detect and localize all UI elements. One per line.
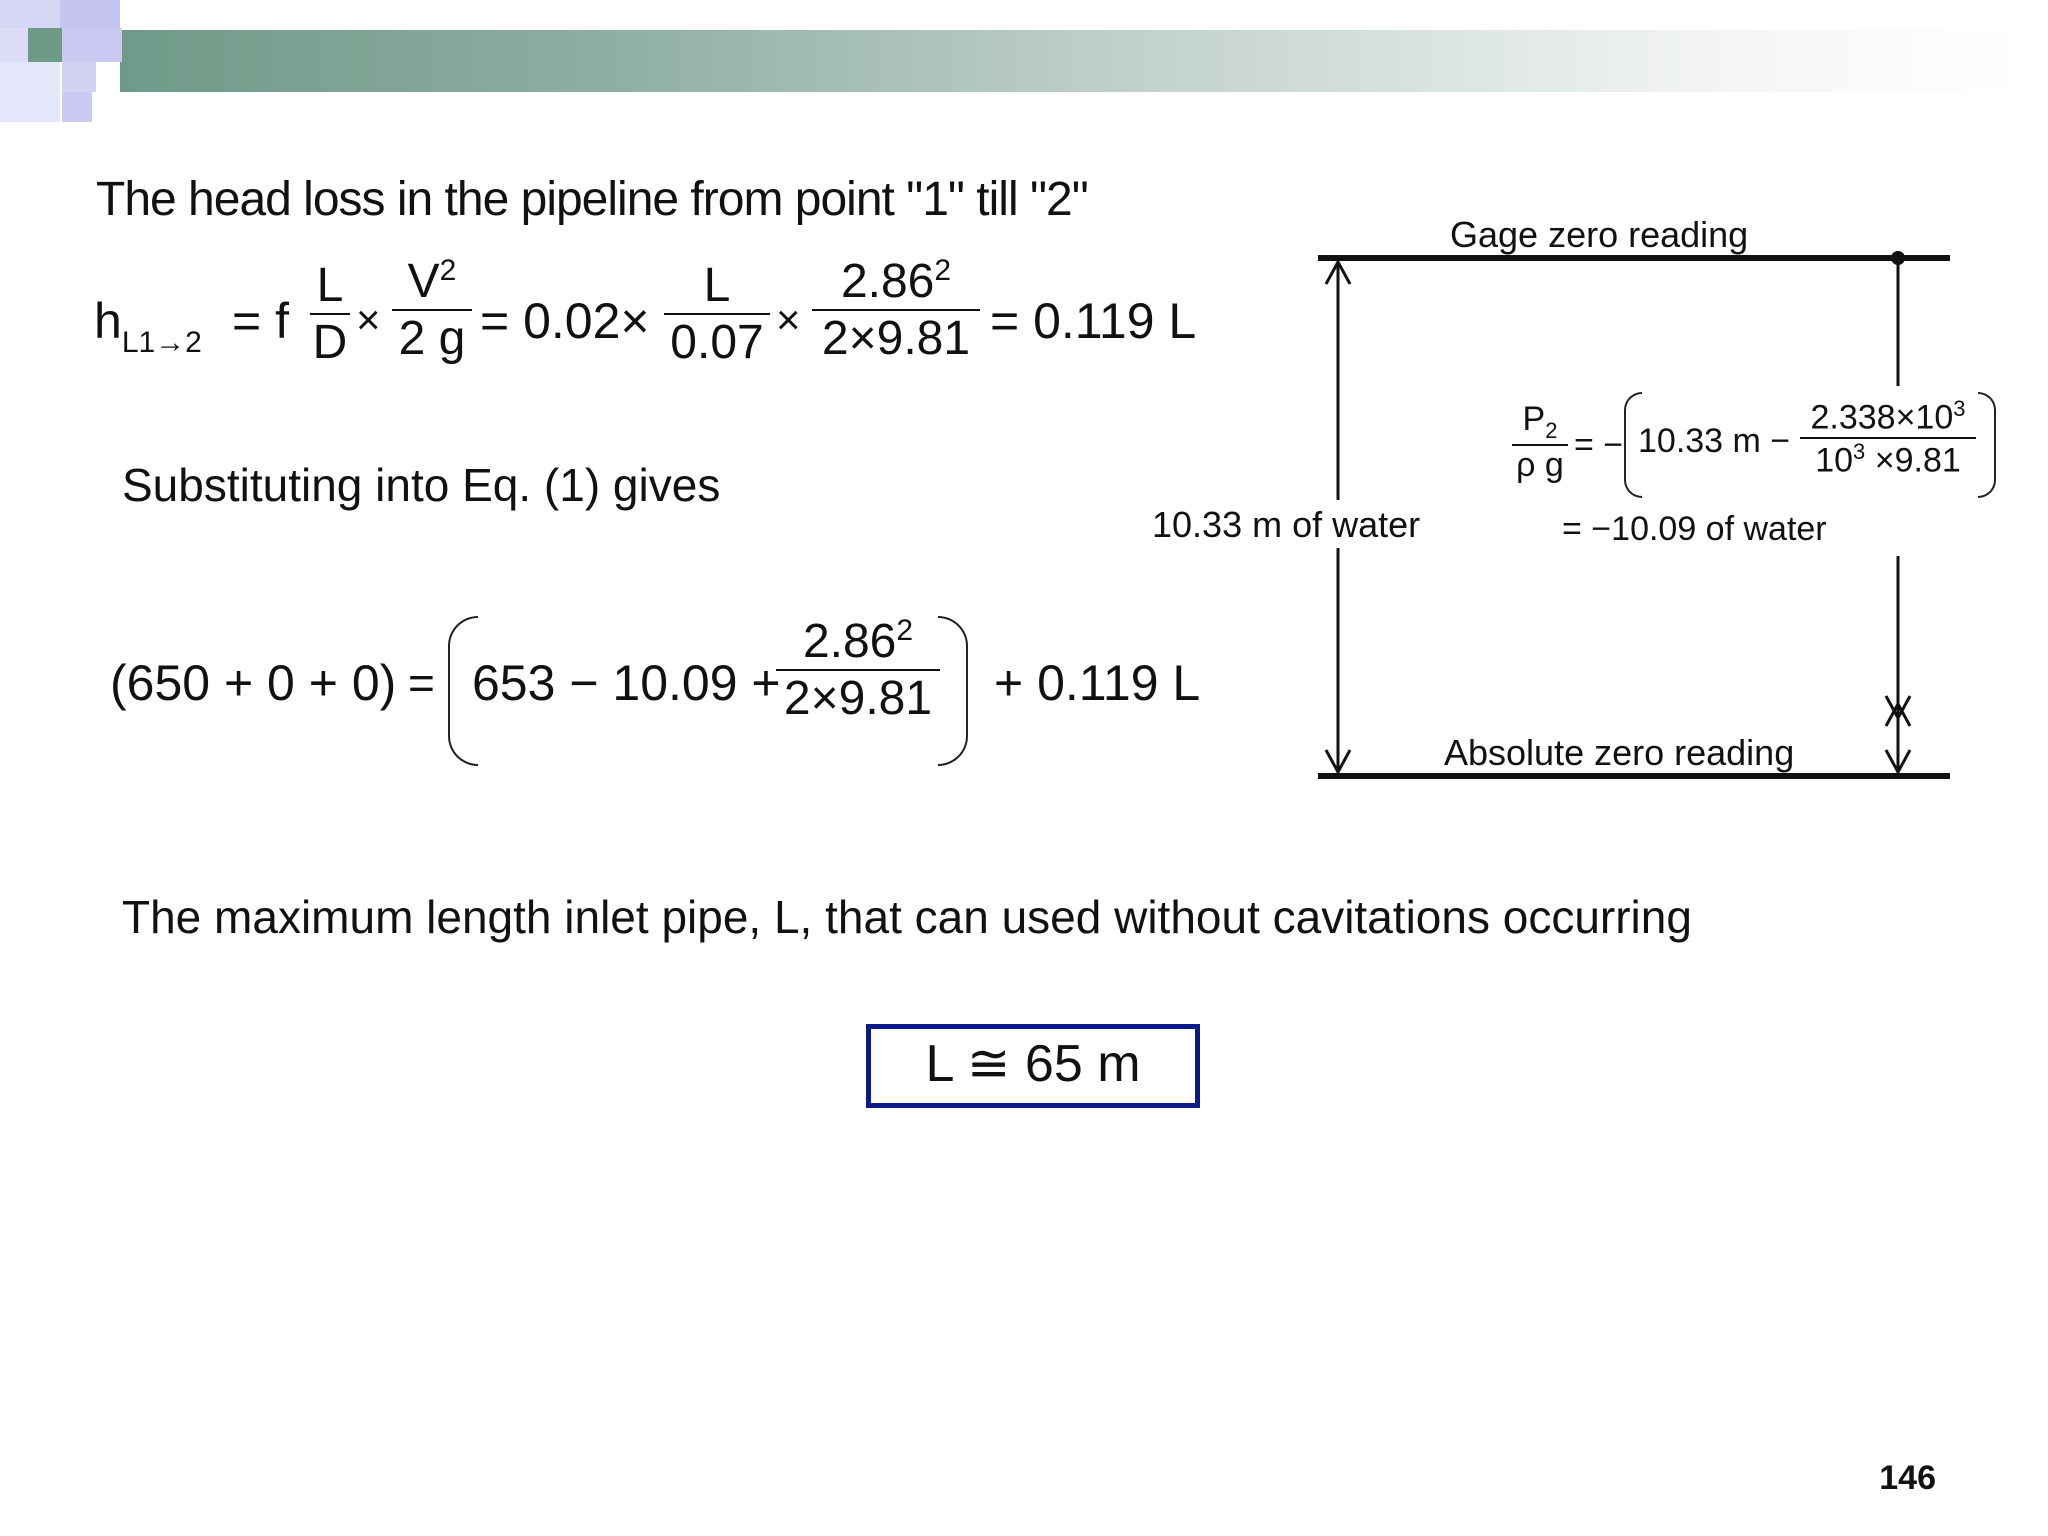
eq1-equals-f: = f [232, 293, 289, 349]
frac-numerator: 2.86$^2$ [802, 614, 914, 668]
pressure-eq-prefix: = − [1574, 426, 1624, 464]
eq2-term: 653 − 10.09 + [472, 655, 781, 711]
pressure-bracket-term: 10.33 m − [1638, 422, 1791, 460]
frac-denominator: ρ g [1516, 445, 1564, 484]
eq1-times: × [356, 296, 381, 343]
pressure-result: = −10.09 of water [1562, 510, 1827, 548]
frac-denominator: D [312, 316, 348, 369]
frac-denominator: $10^3 \times 9.81$ [1815, 439, 1961, 480]
eq2-tail: + 0.119 L [994, 655, 1201, 711]
result-box-text: L ≅ 65 m [925, 1035, 1141, 1093]
frac-denominator: 2 g [398, 312, 466, 365]
atm-height-label: 10.33 m of water [1152, 504, 1421, 545]
eq1-subscript: L1→2 [121, 326, 202, 359]
frac-denominator: 0.07 [670, 316, 764, 369]
substituting-text: Substituting into Eq. (1) gives [122, 459, 721, 511]
frac-numerator: $V^2$ [407, 254, 457, 308]
eq2-equals: = [408, 657, 435, 709]
frac-numerator: $2.338\times 10^3$ [1810, 396, 1966, 437]
eq1-equals-coef: = 0.02× [480, 293, 650, 349]
frac-denominator: 2×9.81 [783, 672, 933, 725]
frac-denominator: 2×9.81 [821, 312, 971, 365]
maximum-length-text: The maximum length inlet pipe, L, that can used without cavitations occurring [122, 891, 1692, 943]
eq2-lhs: (650 + 0 + 0) [110, 655, 397, 711]
eq1-h: h [94, 293, 122, 349]
frac-numerator: L [703, 259, 731, 312]
absolute-zero-label: Absolute zero reading [1444, 732, 1795, 773]
pressure-head-fraction [1512, 400, 1568, 485]
pressure-right-bracket [1978, 392, 1996, 498]
gage-zero-label: Gage zero reading [1450, 214, 1749, 255]
eq1-times: × [776, 296, 801, 343]
frac-numerator: L [316, 259, 344, 312]
frac-numerator: 2.86$^2$ [840, 254, 952, 308]
page-number: 146 [1879, 1459, 1936, 1497]
pressure-inner-fraction [1800, 396, 1976, 481]
eq1-result: = 0.119 L [990, 293, 1197, 349]
frac-numerator: $P_2$ [1522, 400, 1558, 443]
heading: The head loss in the pipeline from point "1" till "2" [96, 173, 1088, 226]
